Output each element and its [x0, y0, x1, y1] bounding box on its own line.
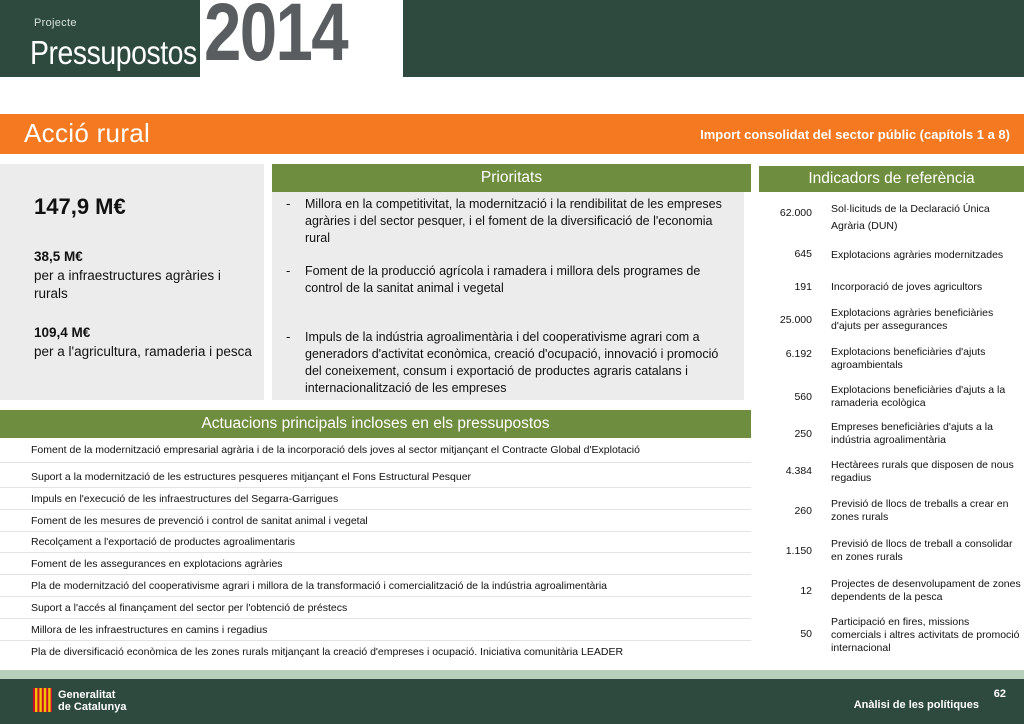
bullet-dash: -: [286, 196, 291, 211]
bullet-dash: -: [286, 329, 291, 344]
priority-text: Millora en la competitivitat, la modernització i la rendibilitat de les empreses agràries i del sector pesquer, i el foment de la diversificació de l'economia rural: [305, 197, 722, 245]
action-item: Foment de les mesures de prevenció i control de sanitat animal i vegetal: [31, 515, 368, 527]
document-title: Pressupostos: [30, 34, 197, 71]
indicator-label: Explotacions agràries modernitzades: [831, 249, 1004, 261]
action-item: Pla de diversificació econòmica de les zones rurals mitjançant la creació d'empreses i ocupació. Iniciativa comunitària LEADER: [31, 646, 624, 658]
summary-desc-infrastructure: per a infraestructures agràries i rurals: [34, 268, 221, 301]
header-bar: [0, 0, 1024, 77]
section-subtitle: Import consolidat del sector públic (capítols 1 a 8): [700, 127, 1010, 142]
divider: [0, 487, 751, 488]
logo-line-2: de Catalunya: [58, 701, 127, 713]
divider: [0, 552, 751, 553]
indicator-value: 4.384: [785, 465, 812, 477]
priorities-heading: Prioritats: [272, 164, 751, 192]
section-title: Acció rural: [24, 118, 151, 148]
indicator-value: 191: [794, 281, 812, 293]
priority-text: Foment de la producció agrícola i ramadera i millora dels programes de control de la sanitat animal i vegetal: [305, 264, 701, 295]
indicator-value: 645: [794, 248, 812, 260]
indicator-label: Empreses beneficiàries d'ajuts a la indústria agroalimentària: [831, 421, 993, 446]
indicator-value: 250: [794, 428, 812, 440]
budget-summary-panel: [0, 164, 264, 400]
action-item: Pla de modernització del cooperativisme agrari i millora de la transformació i comercialització de la indústria agroalimentària: [31, 580, 608, 592]
bullet-dash: -: [286, 263, 291, 278]
logo-line-1: Generalitat: [58, 689, 116, 701]
action-item: Foment de les assegurances en explotacions agràries: [31, 558, 283, 570]
indicator-label: Participació en fires, missions comercials i altres activitats de promoció internacional: [831, 616, 1020, 654]
indicator-value: 260: [794, 505, 812, 517]
summary-amount-infrastructure: 38,5 M€: [34, 249, 83, 264]
indicator-value: 560: [794, 391, 812, 403]
indicator-label: Sol·licituds de la Declaració Única Agrària (DUN): [831, 203, 990, 232]
footer-label: Anàlisi de les polítiques: [853, 699, 979, 711]
footer-strip: [0, 670, 1024, 679]
divider: [0, 509, 751, 510]
action-item: Foment de la modernització empresarial agrària i de la incorporació dels joves al sector mitjançant el Contracte Global d'Explotació: [31, 444, 640, 456]
action-item: Recolçament a l'exportació de productes agroalimentaris: [31, 536, 296, 548]
indicator-value: 25.000: [779, 314, 812, 326]
indicator-label: Projectes de desenvolupament de zones dependents de la pesca: [831, 578, 1021, 603]
priorities-panel: [272, 192, 744, 400]
indicator-label: Explotacions beneficiàries d'ajuts agroambientals: [831, 346, 986, 371]
indicator-value: 1.150: [785, 545, 812, 557]
project-label: Projecte: [34, 17, 77, 29]
section-title-bar: [0, 114, 1024, 154]
summary-desc-agriculture: per a l'agricultura, ramaderia i pesca: [34, 344, 252, 359]
page-number: 62: [993, 688, 1006, 700]
indicator-value: 6.192: [785, 348, 812, 360]
indicator-label: Previsió de llocs de treball a consolidar en zones rurals: [831, 538, 1013, 563]
indicator-label: Explotacions beneficiàries d'ajuts a la ramaderia ecològica: [831, 384, 1006, 409]
action-item: Suport a l'accés al finançament del sector per l'obtenció de préstecs: [31, 602, 348, 614]
indicator-label: Previsió de llocs de treballs a crear en zones rurals: [831, 498, 1009, 523]
indicator-value: 12: [800, 585, 812, 597]
indicator-value: 50: [800, 628, 812, 640]
action-item: Impuls en l'execució de les infraestructures del Segarra-Garrigues: [31, 493, 339, 505]
total-amount: 147,9 M€: [34, 194, 126, 219]
generalitat-logo-text: [58, 689, 126, 713]
action-item: Millora de les infraestructures en camins i regadius: [31, 624, 268, 636]
priority-text: Impuls de la indústria agroalimentària i del cooperativisme agrari com a generadors d'activitat econòmica, creació d'ocupació, innovació i promoció del coneixement, consum i exportació de productes agraris catalans i internacionalització de les empreses: [305, 330, 719, 395]
year-box: [200, 0, 403, 77]
divider: [0, 462, 751, 463]
indicators-heading: Indicadors de referència: [759, 166, 1024, 192]
divider: [0, 531, 751, 532]
indicator-label: Explotacions agràries beneficiàries d'ajuts per assegurances: [831, 307, 994, 332]
action-item: Suport a la modernització de les estructures pesqueres mitjançant el Fons Estructural Pesquer: [31, 471, 472, 483]
actions-heading: Actuacions principals incloses en els pressupostos: [0, 410, 751, 438]
year-label: 2014: [204, 0, 348, 78]
indicator-label: Hectàrees rurals que disposen de nous regadius: [831, 459, 1014, 484]
divider: [0, 640, 751, 641]
generalitat-logo-icon: [33, 688, 52, 712]
divider: [0, 574, 751, 575]
indicator-value: 62.000: [779, 207, 812, 219]
divider: [0, 596, 751, 597]
indicator-label: Incorporació de joves agricultors: [831, 281, 983, 293]
divider: [0, 618, 751, 619]
summary-amount-agriculture: 109,4 M€: [34, 325, 91, 340]
